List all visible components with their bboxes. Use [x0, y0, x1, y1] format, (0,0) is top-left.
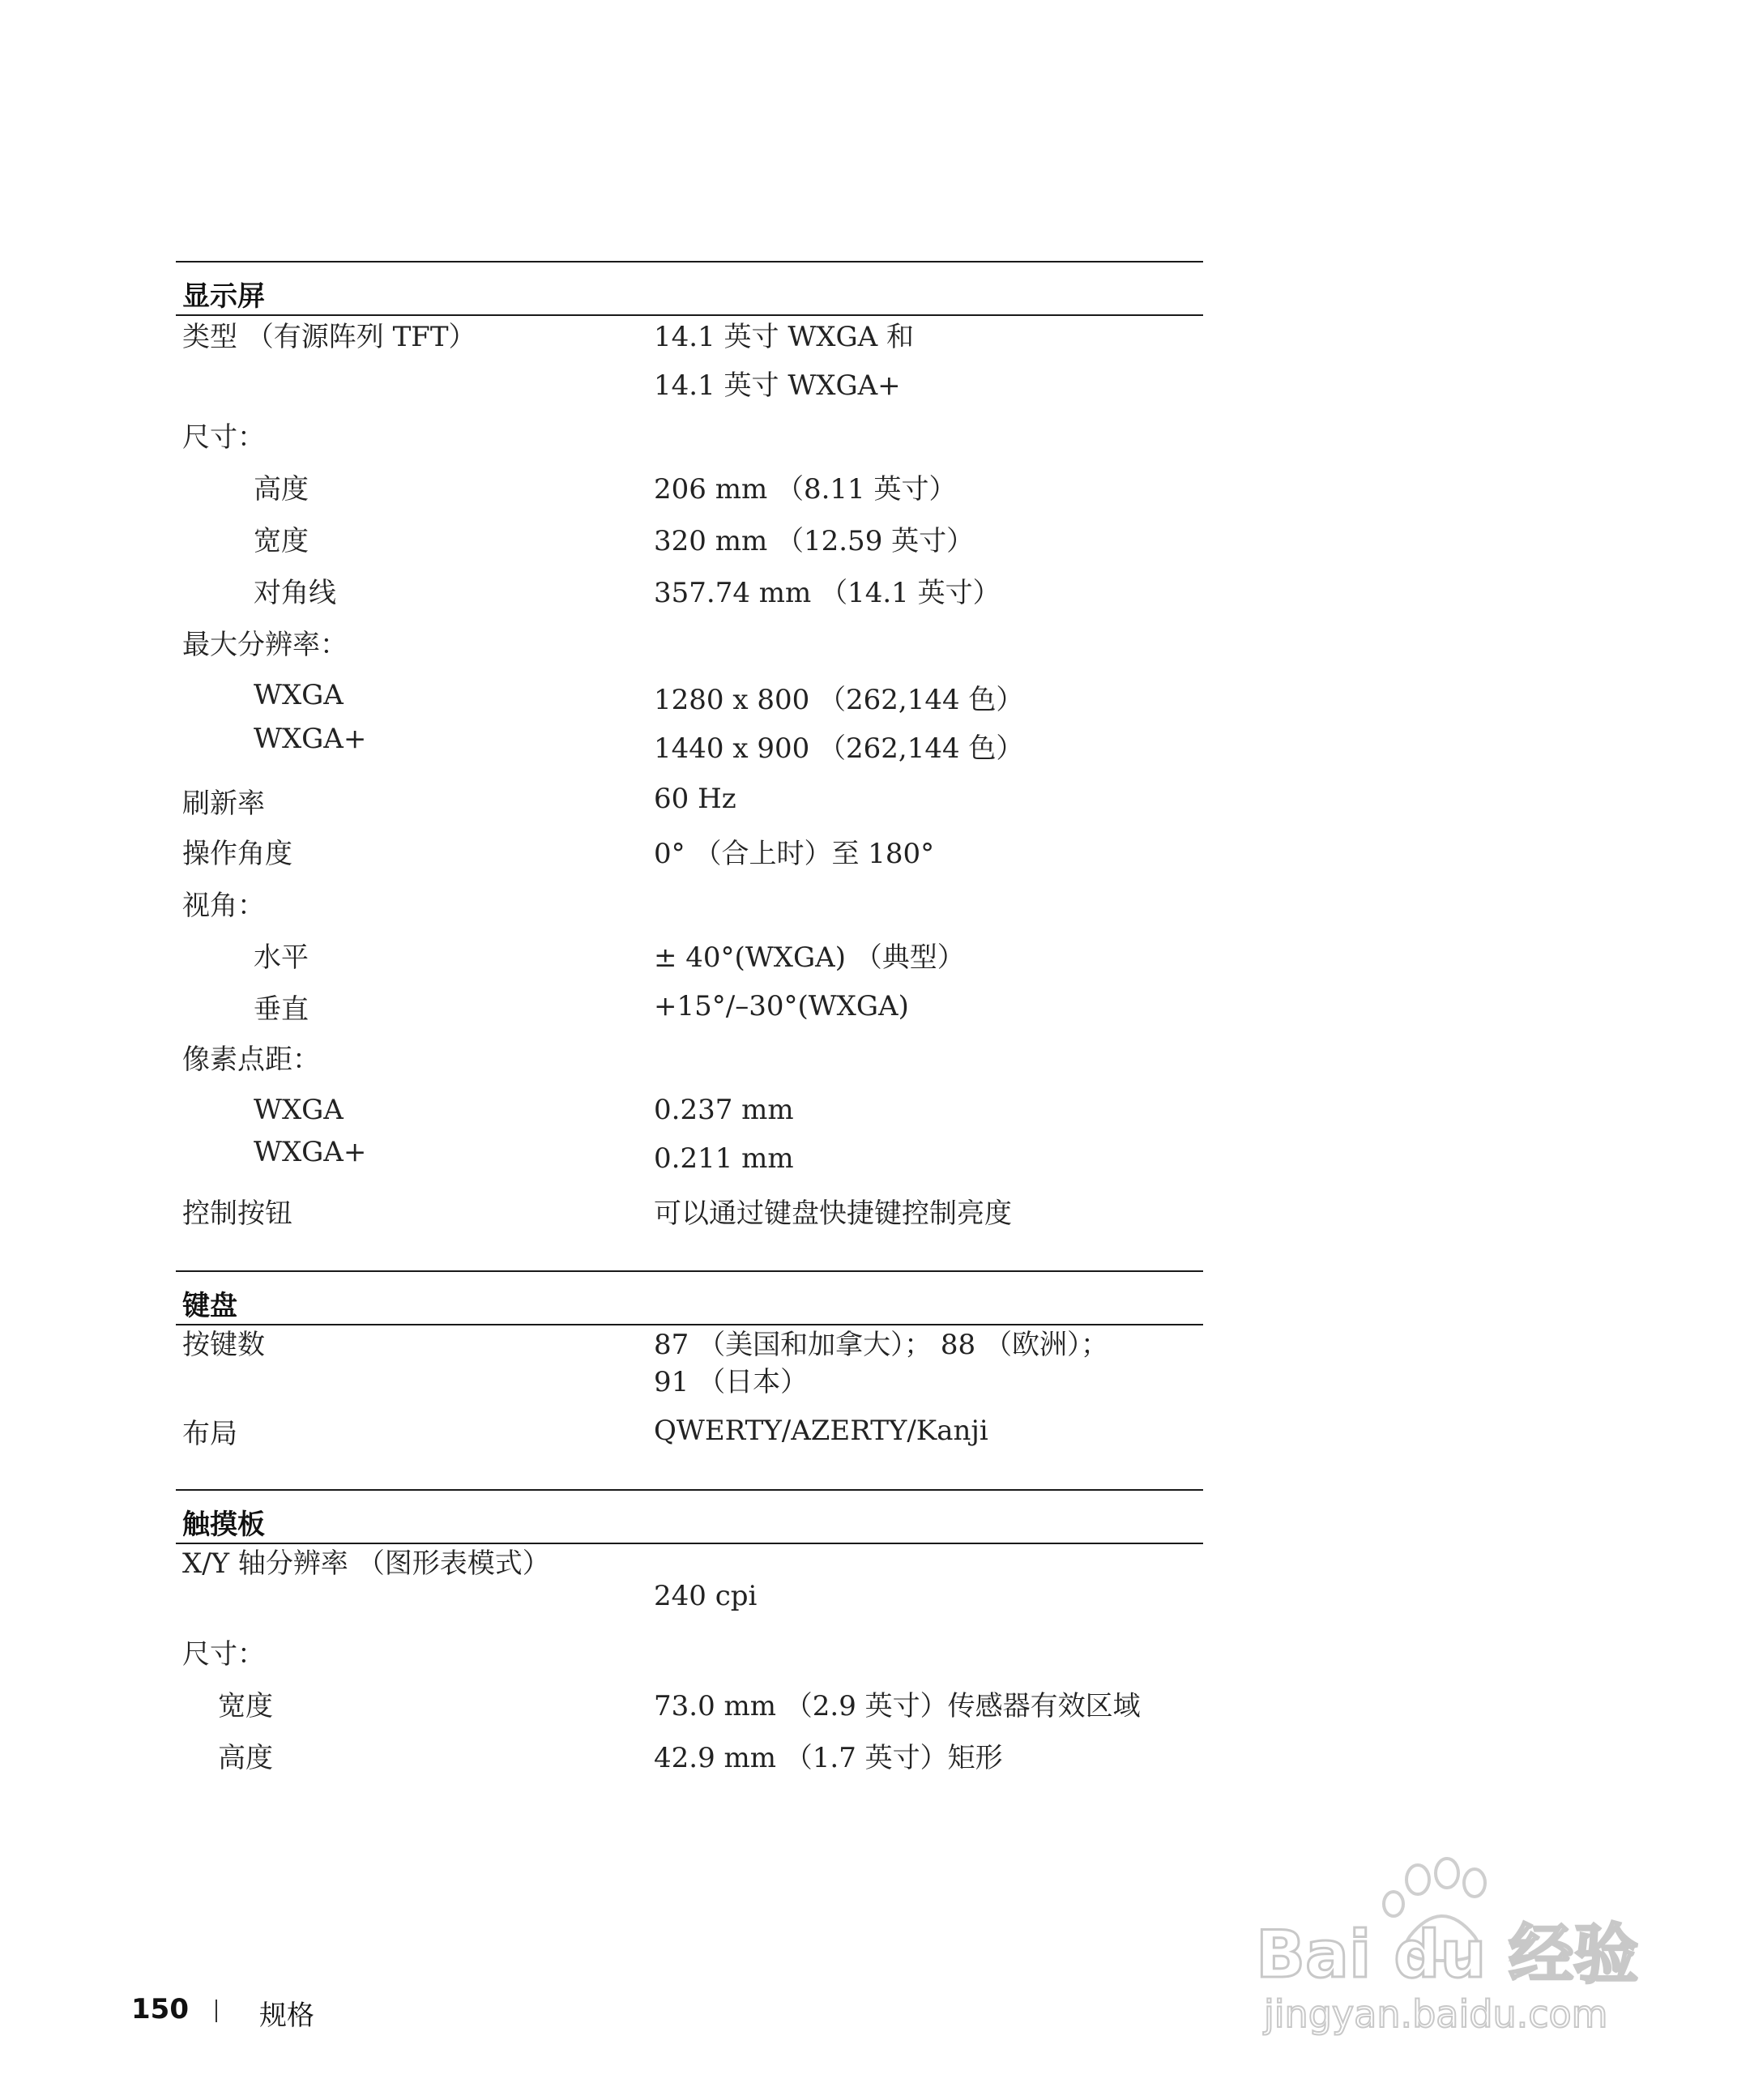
type-value-1: 14.1 英寸 WXGA 和	[654, 321, 914, 353]
wxga-label: WXGA	[254, 679, 344, 711]
pitch-wxgap-label: WXGA+	[254, 1136, 367, 1168]
size-label: 尺寸：	[182, 421, 265, 454]
diagonal-value: 357.74 mm （14.1 英寸）	[654, 577, 1001, 609]
display-header	[176, 261, 1203, 316]
tp-height-value: 42.9 mm （1.7 英寸）矩形	[654, 1742, 1003, 1774]
keyboard-title: 键盘	[182, 1290, 237, 1322]
diagonal-label: 对角线	[254, 577, 336, 609]
maxres-label: 最大分辨率：	[182, 629, 348, 661]
refresh-value: 60 Hz	[654, 783, 736, 815]
footer-separator	[216, 2000, 217, 2022]
tp-width-label: 宽度	[218, 1690, 273, 1722]
watermark-brand: Bai du 经验	[1256, 1917, 1639, 1992]
type-label: 类型 （有源阵列 TFT）	[182, 321, 476, 353]
keyboard-header	[176, 1270, 1203, 1325]
watermark-url: jingyan.baidu.com	[1264, 1992, 1608, 2036]
width-label: 宽度	[254, 525, 309, 557]
pitch-wxga-value: 0.237 mm	[654, 1094, 794, 1126]
controls-value: 可以通过键盘快捷键控制亮度	[654, 1197, 1012, 1230]
chapter-title: 规格	[259, 2000, 314, 2032]
horizontal-label: 水平	[254, 941, 309, 974]
refresh-label: 刷新率	[182, 788, 265, 820]
baidu-watermark-logo	[1248, 1855, 1669, 2042]
angle-label: 操作角度	[182, 838, 292, 870]
keys-value-1: 87 （美国和加拿大）； 88 （欧洲）；	[654, 1329, 1108, 1361]
height-label: 高度	[254, 473, 309, 506]
tp-width-value: 73.0 mm （2.9 英寸）传感器有效区域	[654, 1690, 1141, 1722]
tp-size-label: 尺寸：	[182, 1638, 265, 1671]
pitch-label: 像素点距：	[182, 1044, 320, 1076]
type-value-2: 14.1 英寸 WXGA+	[654, 369, 901, 402]
angle-value: 0° （合上时）至 180°	[654, 838, 935, 870]
touchpad-header	[176, 1489, 1203, 1544]
pitch-wxga-label: WXGA	[254, 1094, 344, 1126]
horizontal-value: ± 40°(WXGA) （典型）	[654, 941, 965, 974]
wxgap-res-value: 1440 x 900 （262,144 色）	[654, 732, 1024, 765]
keys-value-2: 91 （日本）	[654, 1366, 809, 1398]
controls-label: 控制按钮	[182, 1197, 292, 1230]
page-number: 150	[131, 1993, 189, 2025]
tp-height-label: 高度	[218, 1742, 273, 1774]
height-value: 206 mm （8.11 英寸）	[654, 473, 957, 506]
width-value: 320 mm （12.59 英寸）	[654, 525, 975, 557]
display-title: 显示屏	[182, 280, 265, 313]
vertical-value: +15°/–30°(WXGA)	[654, 990, 909, 1022]
wxgap-label: WXGA+	[254, 723, 367, 755]
layout-label: 布局	[182, 1418, 237, 1450]
touchpad-title: 触摸板	[182, 1509, 265, 1541]
wxga-res-value: 1280 x 800 （262,144 色）	[654, 684, 1024, 716]
xy-label: X/Y 轴分辨率 （图形表模式）	[182, 1547, 550, 1580]
vertical-label: 垂直	[254, 993, 309, 1026]
xy-value: 240 cpi	[654, 1580, 758, 1612]
pitch-wxgap-value: 0.211 mm	[654, 1142, 794, 1175]
keys-label: 按键数	[182, 1329, 265, 1361]
layout-value: QWERTY/AZERTY/Kanji	[654, 1415, 988, 1447]
viewing-label: 视角：	[182, 890, 265, 922]
